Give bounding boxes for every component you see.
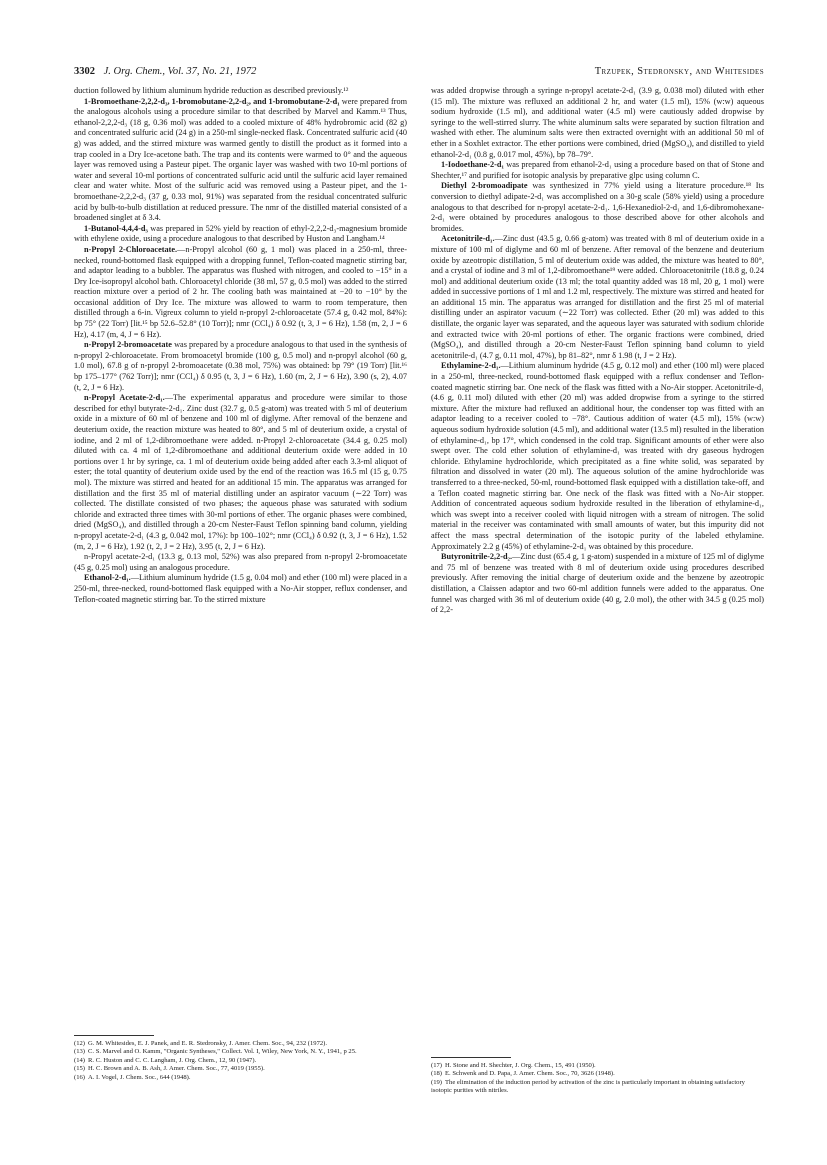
paragraph-text: —n-Propyl alcohol (60 g, 1 mol) was placed in a 250-ml, three-necked, round-bottomed flask equipped with a dropping funnel, Teflon-coated magnetic stirring bar, and adaptor leading to a bubbler. The apparatus was flushed with nitrogen, and cooled to −15° in a Dry Ice-isopropyl alcohol bath. Chloroacetyl chloride (38 ml, 57 g, 0.5 mol) was added to the stirred reaction mixture over a period of 2 hr. The cooling bath was maintained at −20 to −10° by the occasional addition of Dry Ice. The mixture was allowed to warm to room temperature, then distilled through a 6-in. Vigreux column to yield n-propyl 2-chloroacetate (57.4 g, 0.42 mol, 84%): bp 75° (22 Torr) [lit.¹⁵ bp 52.6–52.8° (10 Torr)]; nmr (CCl₄) δ 0.92 (t, 3, J = 6 Hz), 1.58 (m, 2, J = 6 Hz), 4.17 (m, 4, J = 6 Hz).: [74, 244, 407, 339]
paragraph-text: was prepared from ethanol-2-d₁ using a procedure based on that of Stone and Shechter,¹⁷ and purified for isotopic analysis by preparative glpc using column C.: [431, 160, 764, 180]
footnotes-left: [74, 1030, 407, 1082]
paragraph-text: was added dropwise through a syringe n-propyl acetate-2-d₁ (3.9 g, 0.038 mol) diluted with ether (15 ml). The mixture was refluxed an additional 2 hr, and water (1.5 ml), 15% (w:w) aqueous sodium hydroxide (1.5 ml), and additional water (4.5 ml) were cautiously added dropwise by syringe to the well-stirred slurry. The white aluminum salts were separated by suction filtration and washed with ether. The aluminum salts were then extracted overnight with an additional 50 ml of ether in a Soxhlet extractor. The ether portions were combined, dried (MgSO₄), and distilled to yield ethanol-2-d₁ (0.8 g, 0.017 mol, 45%), bp 78–79°.: [431, 86, 764, 159]
compound-heading: 1-Iodoethane-2-d₁: [441, 160, 504, 170]
paragraph: [431, 361, 764, 552]
footnote: [74, 1065, 407, 1073]
compound-heading: n-Propyl Acetate-2-d₁.: [84, 393, 165, 403]
footnote-number: (17): [431, 1062, 442, 1069]
footnote-text: R. C. Huston and C. C. Langham, J. Org. Chem., 12, 90 (1947).: [88, 1056, 257, 1064]
header-left: [74, 66, 256, 77]
footnote: [431, 1070, 764, 1078]
paragraph-text: —Lithium aluminum hydride (1.5 g, 0.04 mol) and ether (100 ml) were placed in a 250-ml, three-necked, round-bottomed flask equipped with a No-Air stopper, reflux condenser, and Teflon-coated magnetic stirring bar. To the stirred mixture: [74, 573, 407, 604]
paragraph-text: was prepared in 52% yield by reaction of ethyl-2,2,2-d₃-magnesium bromide with ethylene oxide, using a procedure analogous to that described by Huston and Langham.¹⁴: [74, 223, 407, 244]
footnote-text: H. Stone and H. Shechter, J. Org. Chem., 15, 491 (1950).: [445, 1062, 596, 1069]
paragraph-text: —Zinc dust (65.4 g, 1 g-atom) suspended in a mixture of 125 ml of diglyme and 75 ml of benzene was treated with 8 ml of deuterium oxide using procedures described previously. After removing the initial charge of deuterium oxide and the benzene by azeotropic distillation, a Claissen adaptor and two 60-ml addition funnels were added to the apparatus. One funnel was charged with 36 ml of deuterium oxide (40 g, 2.0 mol), the other with 34.5 g (0.25 mol) of 2,2-: [431, 552, 764, 615]
compound-heading: Butyronitrile-2,2-d₂.: [441, 552, 513, 562]
paragraph-text: —The experimental apparatus and procedure were similar to those described for ethyl butyrate-2-d₁. Zinc dust (32.7 g, 0.5 g-atom) was treated with 5 ml of deuterium oxide in a mixture of 60 ml of benzene and 100 ml of diglyme. After removal of the benzene and deuterium oxide, the reaction mixture was heated to 80°, and 5 ml of deuterium oxide, a crystal of iodine, and 2 ml of 1,2-dibromoethane were added. n-Propyl 2-chloroacetate (34.4 g, 0.25 mol) diluted with ca. 4 ml of 1,2-dibromoethane and additional deuterium oxide were added in 10 portions over 1 hr by syringe, ca. 1 ml of deuterium oxide being added after each 3.3-ml aliquot of ester; the total quantity of deuterium oxide used by the end of the reaction was 16.5 ml (15 g, 0.75 mol). The mixture was stirred and heated for an additional 15 min. The apparatus was arranged for distillation and the first 35 ml of material distilling under an aspirator vacuum (∼22 Torr) was collected. The distillate consisted of two phases; the aqueous phase was saturated with sodium chloride and extracted three times with 30-ml portions of ether. The organic phases were combined, dried (MgSO₄), and distilled through a 20-cm Nester-Faust Teflon spinning band column, yielding n-propyl acetate-2-d₁ (4.3 g, 0.042 mol, 17%): bp 100–102°; nmr (CCl₄) δ 0.92 (t, 3, J = 6 Hz), 1.52 (m, 2, J = 6 Hz), 1.92 (t, 2, J = 2 Hz), 3.95 (t, 2, J = 6 Hz).: [74, 393, 407, 551]
footnote-number: (13): [74, 1048, 85, 1056]
footnote: [74, 1057, 407, 1065]
footnote-text: H. C. Brown and A. B. Ash, J. Amer. Chem. Soc., 77, 4019 (1955).: [88, 1065, 265, 1073]
journal-citation: J. Org. Chem., Vol. 37, No. 21, 1972: [103, 66, 257, 77]
running-header: [74, 66, 764, 86]
compound-heading: n-Propyl 2-Chloroacetate.: [84, 244, 178, 254]
header-authors: Trzupek, Stedronsky, and Whitesides: [594, 66, 764, 77]
paragraph: [74, 552, 407, 573]
paragraph-text: —Lithium aluminum hydride (4.5 g, 0.12 mol) and ether (100 ml) were placed in a 250-ml, three-necked, round-bottomed flask equipped with a reflux condenser and Teflon-coated magnetic stirring bar. One neck of the flask was fitted with a No-Air stopper. Acetonitrile-d₁ (4.6 g, 0.11 mol) diluted with ether (20 ml) was added dropwise from a syringe to the stirred mixture. After the mixture had refluxed an additional hour, the condenser top was fitted with an adaptor leading to a receiver cooled to −78°. Cautious addition of water (4.5 ml), 15% (w:w) aqueous sodium hydroxide solution (4.5 ml), and additional water (13.5 ml) resulted in the liberation of ethylamine-d₁, bp 17°, which condensed in the cold trap. Significant amounts of ether were also swept over. The cold ether solution of ethylamine-d₁ was treated with dry gaseous hydrogen chloride. Ethylamine hydrochloride, which precipitated as a fine white solid, was separated by filtration and dissolved in water (20 ml). The aqueous solution of the amine hydrochloride was transferred to a three-necked, 50-ml, round-bottomed flask equipped with a distillation take-off, and a Teflon coated magnetic stirring bar. One neck of the flask was fitted with a No-Air stopper. Addition of concentrated aqueous sodium hydroxide resulted in the liberation of ethylamine-d₁, which was swept into a receiver cooled with liquid nitrogen with a stream of nitrogen. The solid material in the receiver was contaminated with small amounts of water, but this impurity did not affect the mass spectral determination of the isotopic purity of the labeled ethylamine. Approximately 2.2 g (45%) of ethylamine-2-d₁ was obtained by this procedure.: [431, 361, 764, 551]
paragraph: [431, 552, 764, 616]
footnote-text: The elimination of the induction period by activation of the zinc is particularly important in obtaining satisfactory isotopic purities with nitriles.: [431, 1078, 745, 1095]
footnote: [431, 1079, 764, 1096]
footnote-text: E. Schwenk and D. Papa, J. Amer. Chem. Soc., 70, 3626 (1948).: [445, 1070, 615, 1078]
footnote-number: (15): [74, 1065, 85, 1073]
footnote-text: C. S. Marvel and O. Kamm, "Organic Syntheses," Collect. Vol. I, Wiley, New York, N. Y., 1941, p 25.: [88, 1048, 357, 1056]
footnote-number: (12): [74, 1040, 85, 1047]
compound-heading: 1-Butanol-4,4,4-d₃: [84, 223, 148, 233]
footnote-number: (19): [431, 1078, 442, 1086]
footnote-rule: [74, 1035, 154, 1036]
paragraph-text: was synthesized in 77% yield using a literature procedure.¹⁸ Its conversion to diethyl adipate-2-d₁ was accomplished on a 30-g scale (58% yield) using a procedure analogous to that described for n-propyl acetate-2-d₁. 1,6-Hexanediol-2-d₁ and 1,6-dibromohexane-2-d₁ were obtained by procedures analogous to those described above for other alcohols and bromides.: [431, 181, 765, 233]
footnotes-right: [431, 1052, 764, 1096]
compound-heading: Diethyl 2-bromoadipate: [441, 181, 528, 191]
left-column: [74, 86, 407, 605]
page: [74, 66, 764, 1126]
paragraph: [431, 86, 764, 160]
paragraph: [74, 86, 407, 97]
paragraph: [431, 181, 764, 234]
paragraph: [74, 245, 407, 340]
right-column: [431, 86, 764, 616]
paragraph: [74, 340, 407, 393]
footnote: [74, 1040, 407, 1048]
paragraph-text: were prepared from the analogous alcohols using a procedure similar to that described by Marvel and Kamm.¹³ Thus, ethanol-2,2,2-d₃ (18 g, 0.36 mol) was added to a cooled mixture of 48% hydrobromic acid (82 g) and concentrated sulfuric acid (24 g) in a 250-ml single-necked flask. Concentrated sulfuric acid (40 g) was added, and the stirred mixture was warmed gently to distill the product as it formed into a trap cooled in a Dry Ice-acetone bath. The trap and its contents were warmed to 0° and the aqueous layer was removed using a Pasteur pipet. The organic layer was washed with two 10-ml portions of water and several 10-ml portions of concentrated sulfuric acid until the sulfuric acid layer remained clear and water white. Most of the sulfuric acid was removed using a Pasteur pipet, and the 1-bromoethane-2,2,2-d₃ (37 g, 0.33 mol, 91%) was separated from the residual concentrated sulfuric acid by bulb-to-bulb distillation at reduced pressure. The nmr of the distilled material consisted of a broadened singlet at δ 3.4.: [74, 96, 407, 223]
paragraph: [74, 224, 407, 245]
compound-heading: Acetonitrile-d₁.: [441, 234, 495, 244]
paragraph: [431, 160, 764, 181]
footnote-text: A. I. Vogel, J. Chem. Soc., 644 (1948).: [88, 1073, 191, 1081]
footnote: [74, 1048, 407, 1056]
paragraph-text: —Zinc dust (43.5 g, 0.66 g-atom) was treated with 8 ml of deuterium oxide in a mixture of 100 ml of diglyme and 60 ml of benzene. After removal of the benzene and deuterium oxide by azeotropic distillation, 5 ml of deuterium oxide was added, the mixture was heated to 80°, and a crystal of iodine and 3 ml of 1,2-dibromoethane¹⁹ were added. Chloroacetonitrile (18.8 g, 0.24 mol) and additional deuterium oxide (13 ml; the total quantity added was 18 ml, 20 g, 1 mol) were added in successive portions of 1 ml and 1.2 ml, respectively. The mixture was stirred and heated for an additional 15 min. The apparatus was arranged for distillation and the first 25 ml of material distilling under an aspirator vacuum (∼22 Torr) was collected. Ether (20 ml) was added to this distillate, the organic layer was separated, and the aqueous layer was saturated with sodium chloride and extracted twice with 20-ml portions of ether. The organic fractions were combined, dried (MgSO₄), and distilled through a 20-cm Nester-Faust Teflon spinning band column to yield acetonitrile-d₁ (4.7 g, 0.11 mol, 47%), bp 81–82°, nmr δ 1.98 (t, J = 2 Hz).: [431, 234, 764, 360]
page-number: 3302: [74, 66, 95, 77]
footnote-number: (16): [74, 1073, 85, 1081]
paragraph-text: duction followed by lithium aluminum hydride reduction as described previously.¹²: [74, 86, 349, 95]
footnote-number: (14): [74, 1056, 85, 1064]
compound-heading: Ethanol-2-d₁.: [84, 573, 131, 583]
footnote-text: G. M. Whitesides, E. J. Panek, and E. R. Stedronsky, J. Amer. Chem. Soc., 94, 232 (1972).: [88, 1040, 328, 1047]
paragraph: [74, 97, 407, 224]
compound-heading: 1-Bromoethane-2,2,2-d₃, 1-bromobutane-2,2-d₂, and 1-bromobutane-2-d₁: [84, 96, 340, 106]
footnote: [74, 1074, 407, 1082]
paragraph: [74, 573, 407, 605]
footnote-rule: [431, 1057, 511, 1058]
paragraph-text: was prepared by a procedure analogous to that used in the synthesis of n-propyl 2-chloroacetate. From bromoacetyl bromide (100 g, 0.5 mol) and n-propyl alcohol (60 g, 1.0 mol), 67.8 g of n-propyl 2-bromoacetate (0.38 mol, 75%) was obtained: bp 79° (19 Torr) [lit.¹⁶ bp 175–177° (762 Torr)]; nmr (CCl₄) δ 0.95 (t, 3, J = 6 Hz), 1.60 (m, 2, J = 6 Hz), 3.90 (s, 2), 4.07 (t, 2, J = 6 Hz).: [74, 340, 408, 392]
compound-heading: n-Propyl 2-bromoacetate: [84, 340, 172, 350]
paragraph: [74, 393, 407, 552]
footnote-number: (18): [431, 1070, 442, 1078]
paragraph-text: n-Propyl acetate-2-d₁ (13.3 g, 0.13 mol, 52%) was also prepared from n-propyl 2-bromoacetate (45 g, 0.25 mol) using an analogous procedure.: [74, 552, 407, 572]
footnote: [431, 1062, 764, 1070]
compound-heading: Ethylamine-2-d₁.: [441, 361, 501, 371]
paragraph: [431, 234, 764, 361]
